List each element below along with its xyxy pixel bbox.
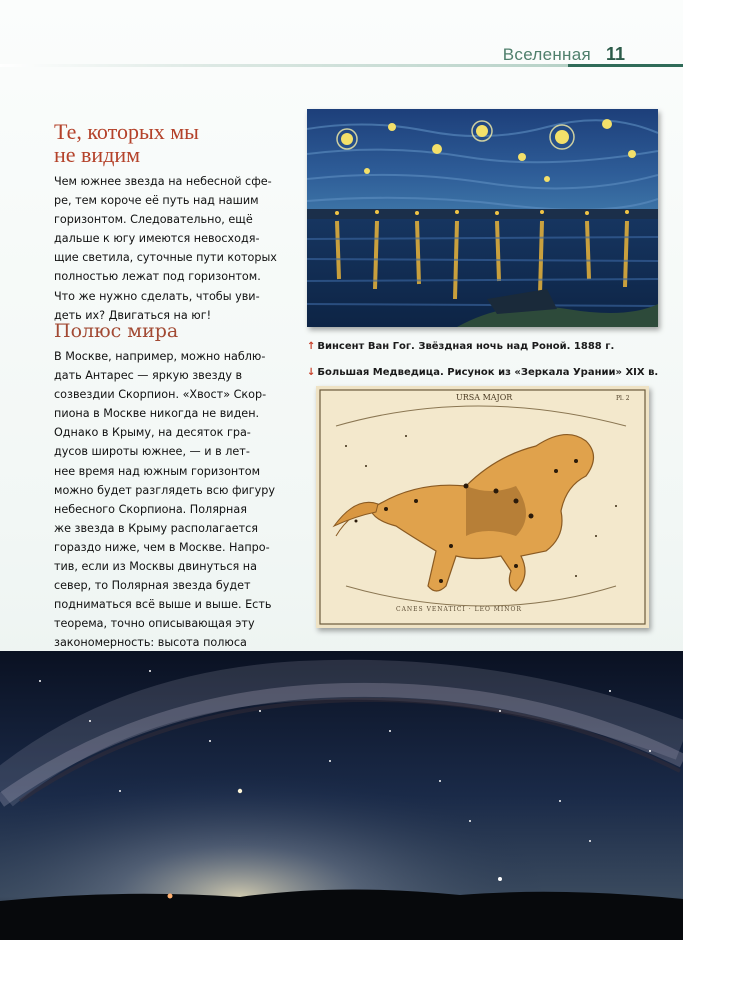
ursa-title-text: URSA MAJOR (456, 393, 513, 402)
text-line: подниматься всё выше и выше. Есть (54, 598, 272, 612)
vangogh-painting-svg (307, 109, 658, 327)
ursa-border-text: CANES VENATICI · LEO MINOR (396, 606, 522, 613)
text-line: небесного Скорпиона. Полярная (54, 502, 247, 516)
text-line: В Москве, например, можно наблю- (54, 350, 266, 363)
up-arrow-icon: ↑ (307, 341, 316, 352)
ursa-plate-text: Pl. 2 (616, 395, 630, 402)
text-line: горизонтом. Следовательно, ещё (54, 213, 253, 227)
heading-hidden-stars (54, 120, 280, 166)
ursa-major-svg (316, 386, 649, 628)
down-arrow-icon: ↓ (307, 367, 316, 378)
paragraph-hidden-stars (54, 172, 280, 325)
text-line: тив, если из Москвы двинуться на (54, 560, 257, 574)
text-line: пиона в Москве никогда не виден. (54, 407, 260, 421)
text-line: же звезда в Крыму располагается (54, 521, 258, 535)
text-line: Чем южнее звезда на небесной сфе- (54, 175, 272, 188)
text-line: дать Антарес — яркую звезду в (54, 369, 243, 383)
text-line: полностью лежат под горизонтом. (54, 270, 261, 284)
header-accent-bar (568, 64, 683, 67)
text-line: дусов широты южнее, — и в лет- (54, 445, 250, 459)
ursa-major-image (316, 386, 649, 628)
text-line: ре, тем короче её путь над нашим (54, 194, 259, 208)
vangogh-starry-night-image (307, 109, 658, 327)
heading-celestial-pole: Полюс мира (54, 320, 179, 342)
text-line: гораздо ниже, чем в Москве. Напро- (54, 540, 270, 554)
milky-way-panorama-image (0, 651, 683, 940)
text-line: север, то Полярная звезда будет (54, 579, 251, 593)
page-number: 11 (605, 44, 625, 64)
vangogh-caption-text: Винсент Ван Гог. Звёздная ночь над Роной. 1888 г. (317, 341, 615, 352)
text-line: созвездии Скорпион. «Хвост» Скор- (54, 388, 267, 402)
text-line: можно будет разглядеть всю фигуру (54, 483, 276, 497)
section-title: Вселенная (502, 45, 591, 64)
paragraph-celestial-pole (54, 347, 280, 691)
text-line: Однако в Крыму, на десяток гра- (54, 426, 251, 440)
text-line: деть их? Двигаться на юг! (54, 308, 212, 322)
text-line: закономерность: высота полюса (54, 636, 247, 650)
section-hidden-stars (54, 120, 280, 325)
ursa-caption-text: Большая Медведица. Рисунок из «Зеркала Урании» XIX в. (317, 367, 659, 378)
section-celestial-pole (54, 319, 280, 691)
vangogh-caption (307, 341, 614, 352)
ursa-caption (307, 367, 658, 378)
milky-way-svg (0, 651, 683, 940)
text-line: щие светила, суточные пути которых (54, 251, 277, 265)
text-line: нее время над южным горизонтом (54, 464, 261, 478)
page-header (0, 0, 683, 70)
heading-line-1: Те, которых мы (54, 119, 199, 144)
text-line: теорема, точно описывающая эту (54, 617, 255, 631)
heading-line-2: не видим (54, 142, 141, 167)
text-line: Что же нужно сделать, чтобы уви- (54, 289, 260, 303)
text-line: дальше к югу имеются невосходя- (54, 232, 260, 246)
